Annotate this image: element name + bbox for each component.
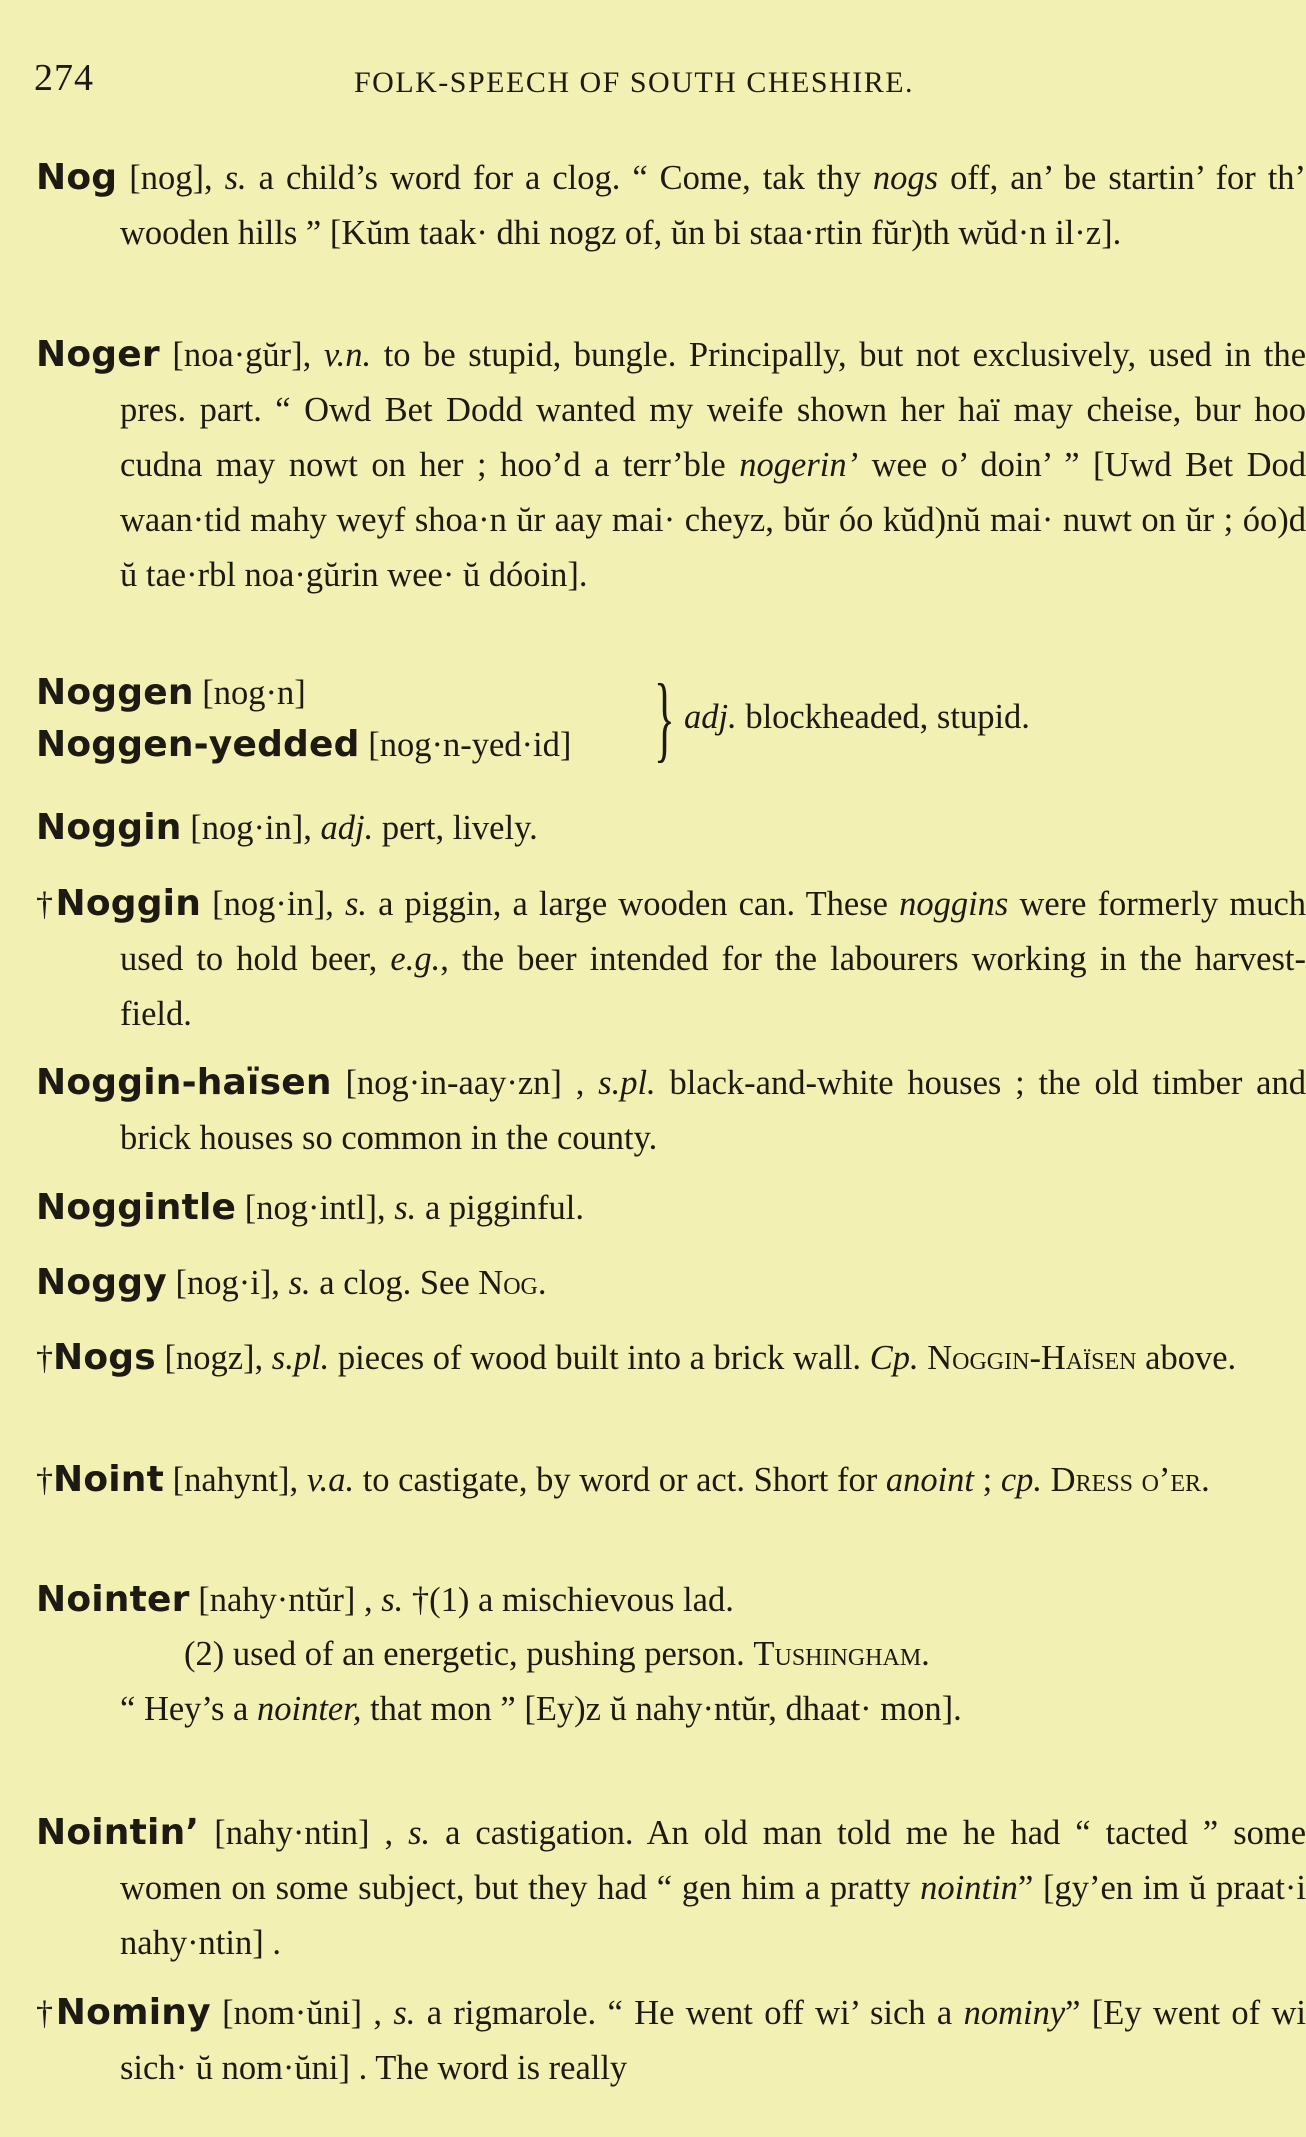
pronunciation: [nogz],: [164, 1339, 264, 1377]
entry-noggin-haisen: [36, 1055, 1306, 1166]
entry-nointin: [36, 1805, 1306, 1971]
italic-abbrev: Cp.: [869, 1339, 919, 1377]
part-of-speech: s.: [394, 1189, 417, 1227]
entry-noggy: [36, 1255, 1306, 1311]
entry-nominy: [36, 1985, 1306, 2096]
part-of-speech: s.: [224, 159, 247, 197]
headword: Nominy: [55, 1992, 211, 2033]
source-name: Tushingham.: [753, 1635, 930, 1673]
pronunciation: [nahy·ntin] ,: [214, 1814, 394, 1852]
headword: Nointin’: [36, 1812, 200, 1853]
definition: a pigginful.: [424, 1189, 584, 1227]
part-of-speech: s.: [381, 1581, 404, 1619]
definition-end: , the beer intended for the labourers working in the harvest-field.: [120, 940, 1306, 1033]
headword: Noggen-yedded: [36, 724, 360, 765]
dagger-mark: †: [36, 1995, 56, 2032]
pronunciation: [nom·ŭni] ,: [222, 1994, 382, 2032]
headword: Noggin: [36, 807, 182, 848]
headword: Noint: [53, 1459, 165, 1500]
entry-noggen: [36, 664, 1186, 782]
definition-cont: off, an’ be startin’ for th’ wooden hills ” [Kŭm taak· dhi nogz of, ŭn bi staa·rtin fŭr)th wŭd·n il·z].: [120, 159, 1306, 252]
sense-2: (2) used of an energetic, pushing person.: [184, 1635, 754, 1673]
entry-nointer: [36, 1572, 1306, 1628]
italic-word: noggins: [899, 885, 1009, 923]
definition-end: above.: [1136, 1339, 1237, 1377]
italic-word: nogs: [872, 159, 939, 197]
part-of-speech: v.a.: [306, 1461, 355, 1499]
pronunciation: [nog·in],: [212, 885, 334, 923]
definition: a rigmarole. “ He went off wi’ sich a: [426, 1994, 964, 2032]
definition: to be stupid, bungle. Principally, but not exclusively, used in the pres. part. “ Owd Bet Dodd wanted my weife shown her haï may cheise, bur hoo cudna may nowt on her ; hoo’d a terr’ble: [120, 336, 1306, 484]
definition: [684, 698, 1030, 737]
part-of-speech: s.pl.: [271, 1339, 330, 1377]
pronunciation: [nog·in],: [190, 809, 312, 847]
headword: Noggin: [55, 883, 202, 924]
italic-abbrev: e.g.: [390, 940, 441, 978]
part-of-speech: adj.: [684, 698, 737, 736]
quote: “ Hey’s a: [120, 1690, 257, 1728]
entry-nog: Nog [nog], s. a child’s word for a clog. “ Come, tak thy nogs off, an’ be startin’ for th’ wooden hills ” [Kŭm taak· dhi nogz of, ŭn bi staa·rtin fŭr)th wŭd·n il·z].: [36, 157, 1306, 252]
definition-cont: wee o’ doin’ ” [Uwd Bet Dod waan·tid mahy weyf shoa·n ŭr aay mai· cheyz, bŭr óo kŭd)nŭ mai· nuwt on ŭr ; óo)d ŭ tae·rbl noa·gŭrin wee· ŭ dóoin].: [120, 446, 1306, 594]
entry-noggintle: [36, 1180, 1306, 1236]
entry-noint: [36, 1452, 1306, 1508]
sense-1: †(1) a mischievous lad.: [411, 1581, 734, 1619]
pronunciation: [nahynt],: [172, 1461, 299, 1499]
definition-cont: ;: [974, 1461, 1001, 1499]
dagger-mark: †: [36, 886, 56, 923]
headword: Noger: [36, 334, 160, 375]
definition-cont: ” [Ey went of wi sich· ŭ nom·ŭni] . The word is really: [120, 1994, 1306, 2087]
brace-icon: }: [654, 664, 675, 771]
pronunciation: [noa·gŭr]: [172, 336, 303, 374]
cross-reference: Noggin-Haïsen: [927, 1339, 1137, 1377]
italic-word: anoint: [885, 1461, 974, 1499]
definition-text: blockheaded, stupid.: [745, 698, 1030, 736]
pronunciation: [nog·in-aay·zn] ,: [345, 1064, 585, 1102]
pronunciation: [nahy·ntŭr] ,: [198, 1581, 373, 1619]
italic-word: nominy: [963, 1994, 1066, 2032]
headword: Noggintle: [36, 1187, 237, 1228]
pronunciation: [nog·n]: [202, 674, 306, 712]
definition: a piggin, a large wooden can. These: [378, 885, 900, 923]
italic-abbrev: cp.: [1000, 1461, 1043, 1499]
entry-nointer-sense-2: [184, 1627, 1222, 1682]
part-of-speech: s.: [288, 1264, 311, 1302]
part-of-speech: v.n.: [323, 336, 372, 374]
entry-noggin-adj: [36, 800, 1306, 856]
definition: a clog. See: [319, 1264, 479, 1302]
pronunciation: [nog]: [129, 159, 204, 197]
headword: Nog: [36, 157, 118, 198]
part-of-speech: s.: [408, 1814, 431, 1852]
pronunciation: [nog·i],: [175, 1264, 280, 1302]
page-header: [34, 56, 1234, 106]
pronunciation: [nog·intl],: [244, 1189, 386, 1227]
headword: Nointer: [36, 1579, 190, 1620]
definition-cont: ” [gy’en im ŭ praat·i nahy·ntin] .: [120, 1869, 1306, 1962]
dagger-mark: †: [36, 1462, 53, 1499]
italic-word: nogerin’: [739, 446, 859, 484]
headword: Nogs: [53, 1337, 156, 1378]
quote-cont: that mon ” [Ey)z ŭ nahy·ntŭr, dhaat· mon].: [361, 1690, 962, 1728]
dagger-mark: †: [36, 1340, 53, 1377]
cross-reference: Dress o’er.: [1050, 1461, 1210, 1499]
definition: black-and-white houses ; the old timber and brick houses so common in the county.: [120, 1064, 1306, 1157]
definition: a child’s word for a clog. “ Come, tak thy: [258, 159, 873, 197]
definition: a castigation. An old man told me he had “ tacted ” some women on some subject, but they had “ gen him a pratty: [120, 1814, 1306, 1907]
definition: to castigate, by word or act. Short for: [362, 1461, 886, 1499]
pronunciation: [nog·n-yed·id]: [368, 726, 572, 764]
running-title: FOLK-SPEECH OF SOUTH CHESHIRE.: [353, 66, 915, 99]
part-of-speech: s.: [393, 1994, 416, 2032]
headword: Noggy: [36, 1262, 167, 1303]
italic-word: nointer,: [257, 1690, 362, 1728]
headword: Noggen: [36, 672, 194, 713]
part-of-speech: s.: [344, 885, 368, 923]
part-of-speech: adj.: [320, 809, 374, 847]
definition: pert, lively.: [381, 809, 538, 847]
entry-noggin-s: [36, 876, 1306, 1042]
italic-word: nointin: [920, 1869, 1018, 1907]
headword: Noggin-haïsen: [36, 1062, 332, 1103]
definition: pieces of wood built into a brick wall.: [337, 1339, 870, 1377]
entry-nointer-quote: [120, 1682, 1222, 1737]
definition-cont: were formerly much used to hold beer,: [120, 885, 1306, 978]
entry-nogs: [36, 1330, 1306, 1386]
part-of-speech: s.pl.: [598, 1064, 656, 1102]
cross-reference: Nog.: [478, 1264, 547, 1302]
entry-noger: Noger [noa·gŭr], v.n. to be stupid, bungle. Principally, but not exclusively, used in the pres. part. “ Owd Bet Dodd wanted my weife shown her haï may cheise, bur hoo cudna may nowt on her ; hoo’d a terr’ble nogerin’ wee o’ doin’ ” [Uwd Bet Dod waan·tid mahy weyf shoa·n ŭr aay mai· cheyz, bŭr óo kŭd)nŭ mai· nuwt on ŭr ; óo)d ŭ tae·rbl noa·gŭrin wee· ŭ dóoin].: [36, 334, 1306, 594]
page-number: 274: [34, 57, 94, 99]
